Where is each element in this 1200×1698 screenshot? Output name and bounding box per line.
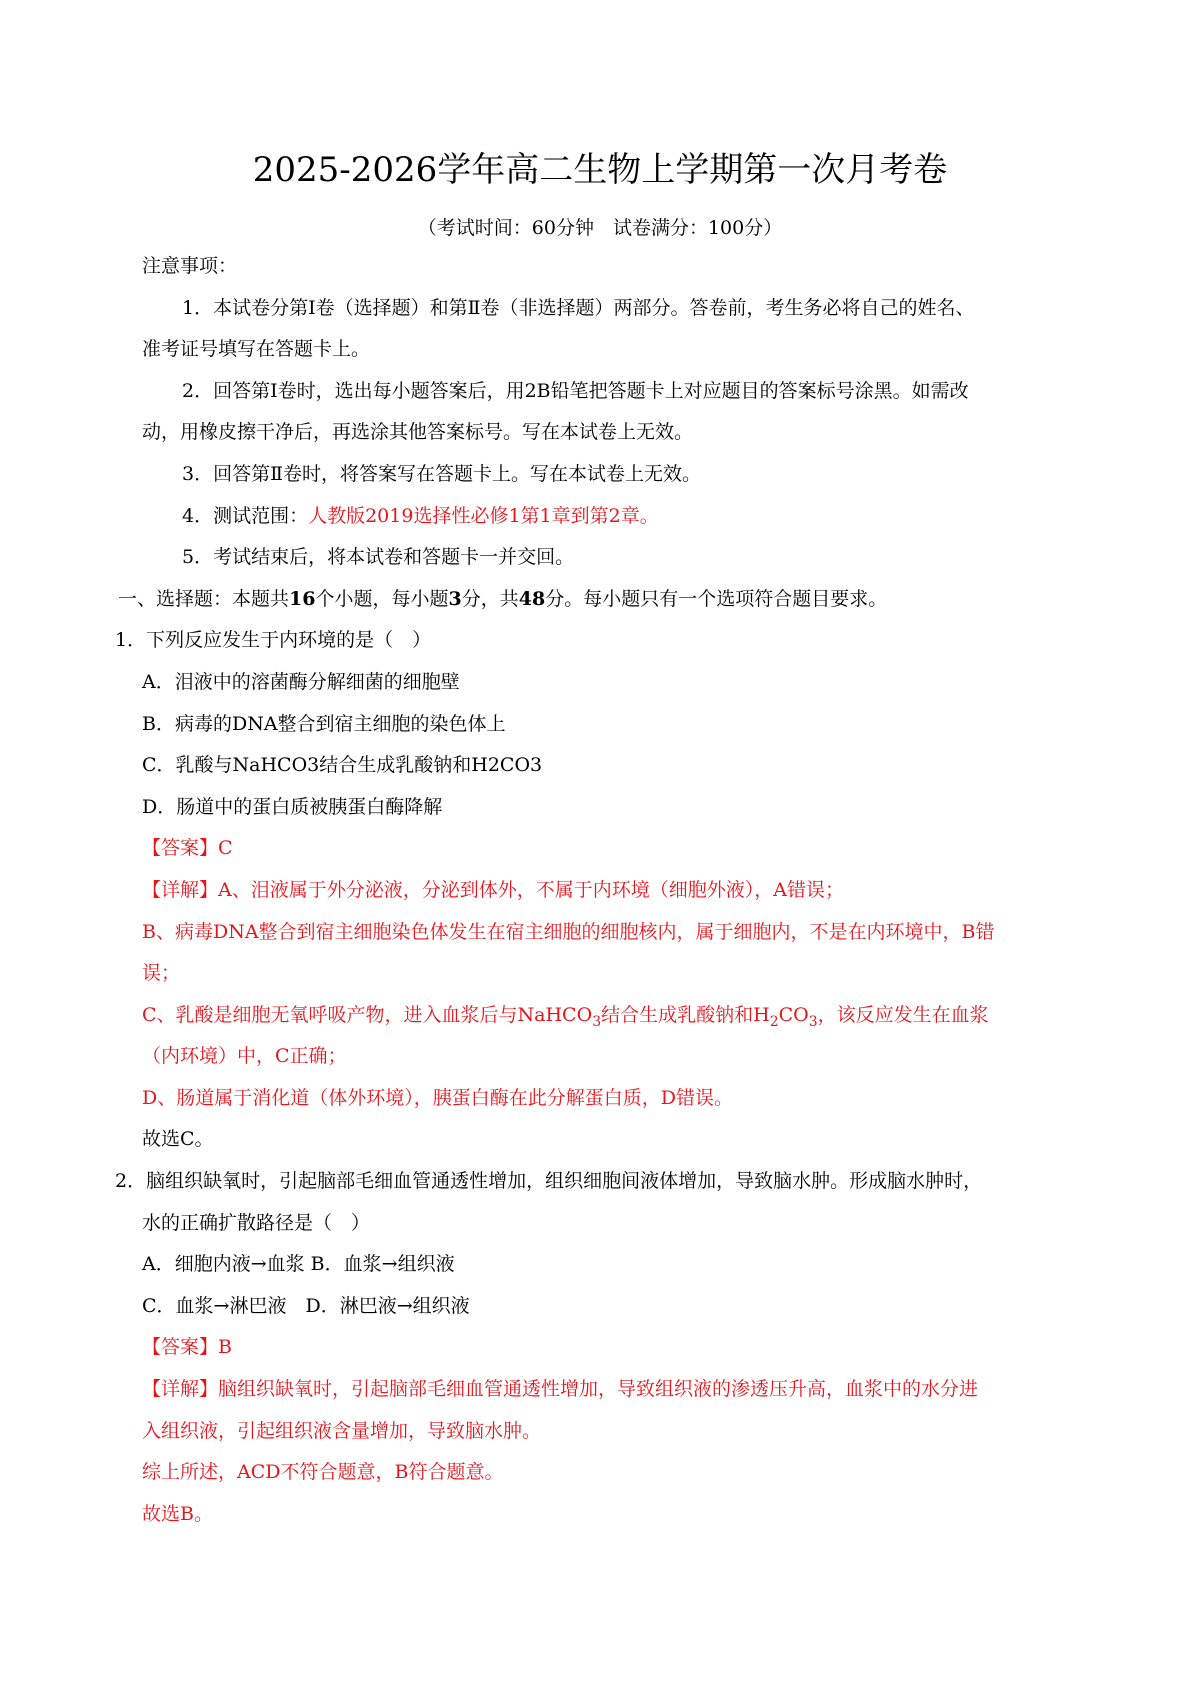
question-1-answer	[142, 834, 1102, 862]
subscript: 2	[769, 1013, 779, 1030]
detail-text: 结合生成乳酸钠和H	[601, 1003, 770, 1026]
question-2-conclusion: 故选B。	[142, 1502, 213, 1525]
notice-item-2: 2．回答第Ⅰ卷时，选出每小题答案后，用2B铅笔把答题卡上对应题目的答案标号涂黑。如需改	[182, 379, 969, 402]
question-1-detail-d: D、肠道属于消化道（体外环境），胰蛋白酶在此分解蛋白质，D错误。	[142, 1086, 733, 1109]
answer-value: C	[218, 837, 233, 860]
question-1-detail-a	[142, 876, 1102, 904]
section-text: 一、选择题：本题共	[118, 587, 290, 610]
question-2-options-row-2: C．血浆→淋巴液 D．淋巴液→组织液	[142, 1294, 470, 1317]
subscript: 3	[808, 1013, 818, 1030]
scope-label: 4．测试范围：	[182, 504, 309, 527]
question-1-detail-c-cont: （内环境）中，C正确；	[142, 1045, 347, 1068]
question-2-stem: 2．脑组织缺氧时，引起脑部毛细血管通透性增加，组织细胞间液体增加，导致脑水肿。形成脑水肿时，	[115, 1170, 983, 1193]
question-2-summary: 综上所述，ACD不符合题意，B符合题意。	[142, 1461, 504, 1484]
content-body	[115, 252, 1102, 1541]
notice-item-4	[142, 502, 1102, 530]
detail-text: 脑组织缺氧时，引起脑部毛细血管通透性增加，导致组织液的渗透压升高，血浆中的水分进	[218, 1378, 979, 1401]
page-title: 2025-2026学年高二生物上学期第一次月考卷	[252, 150, 948, 190]
question-2-stem-cont: 水的正确扩散路径是（ ）	[142, 1211, 371, 1234]
question-count: 16	[289, 587, 316, 610]
notice-item-2-cont: 动，用橡皮擦干净后，再选涂其他答案标号。写在本试卷上无效。	[142, 421, 694, 444]
question-1-stem: 1．下列反应发生于内环境的是（ ）	[115, 629, 432, 652]
question-1-option-d: D．肠道中的蛋白质被胰蛋白酶降解	[142, 795, 443, 818]
notice-item-3: 3．回答第Ⅱ卷时，将答案写在答题卡上。写在本试卷上无效。	[182, 462, 702, 485]
question-2-detail	[142, 1375, 1102, 1403]
notice-heading: 注意事项：	[142, 255, 238, 277]
notice-item-1-cont: 准考证号填写在答题卡上。	[142, 338, 371, 361]
question-1-option-b: B．病毒的DNA整合到宿主细胞的染色体上	[142, 712, 506, 735]
detail-label: 【详解】	[142, 1378, 219, 1401]
points-per-question: 3	[448, 587, 462, 610]
question-2-answer	[142, 1333, 1102, 1361]
question-2-options-row-1: A．细胞内液→血浆 B．血浆→组织液	[142, 1253, 455, 1276]
answer-label: 【答案】	[142, 1336, 219, 1359]
question-1-detail-c	[142, 1001, 1102, 1029]
question-2-detail-cont: 入组织液，引起组织液含量增加，导致脑水肿。	[142, 1419, 542, 1442]
exam-info: （考试时间：60分钟 试卷满分：100分）	[417, 217, 783, 239]
subscript: 3	[592, 1013, 602, 1030]
section-text: 个小题，每小题	[315, 587, 449, 610]
total-points: 48	[518, 587, 546, 610]
section-text: 分，共	[461, 587, 519, 610]
answer-label: 【答案】	[142, 837, 219, 860]
notice-item-5: 5．考试结束后，将本试卷和答题卡一并交回。	[182, 546, 575, 569]
question-1-option-a: A．泪液中的溶菌酶分解细菌的细胞壁	[142, 670, 460, 693]
question-1-option-c: C．乳酸与NaHCO3结合生成乳酸钠和H2CO3	[142, 754, 543, 777]
detail-label: 【详解】	[142, 878, 219, 901]
question-1-detail-b: B、病毒DNA整合到宿主细胞染色体发生在宿主细胞的细胞核内，属于细胞内，不是在内环境中，B错	[142, 920, 995, 943]
notice-item-1: 1．本试卷分第Ⅰ卷（选择题）和第Ⅱ卷（非选择题）两部分。答卷前，考生务必将自己的姓名、	[182, 296, 975, 319]
detail-text: ，该反应发生在血浆	[817, 1003, 989, 1026]
detail-text: C、乳酸是细胞无氧呼吸产物，进入血浆后与NaHCO	[142, 1003, 593, 1026]
section-heading	[118, 585, 1102, 613]
question-1-detail-b-cont: 误；	[142, 962, 181, 985]
section-text: 分。每小题只有一个选项符合题目要求。	[545, 587, 888, 610]
detail-text: A、泪液属于外分泌液，分泌到体外，不属于内环境（细胞外液），A错误；	[218, 878, 844, 901]
detail-text: CO	[778, 1003, 809, 1026]
question-1-conclusion: 故选C。	[142, 1128, 214, 1151]
scope-value: 人教版2019选择性必修1第1章到第2章。	[308, 504, 659, 527]
answer-value: B	[218, 1336, 232, 1359]
